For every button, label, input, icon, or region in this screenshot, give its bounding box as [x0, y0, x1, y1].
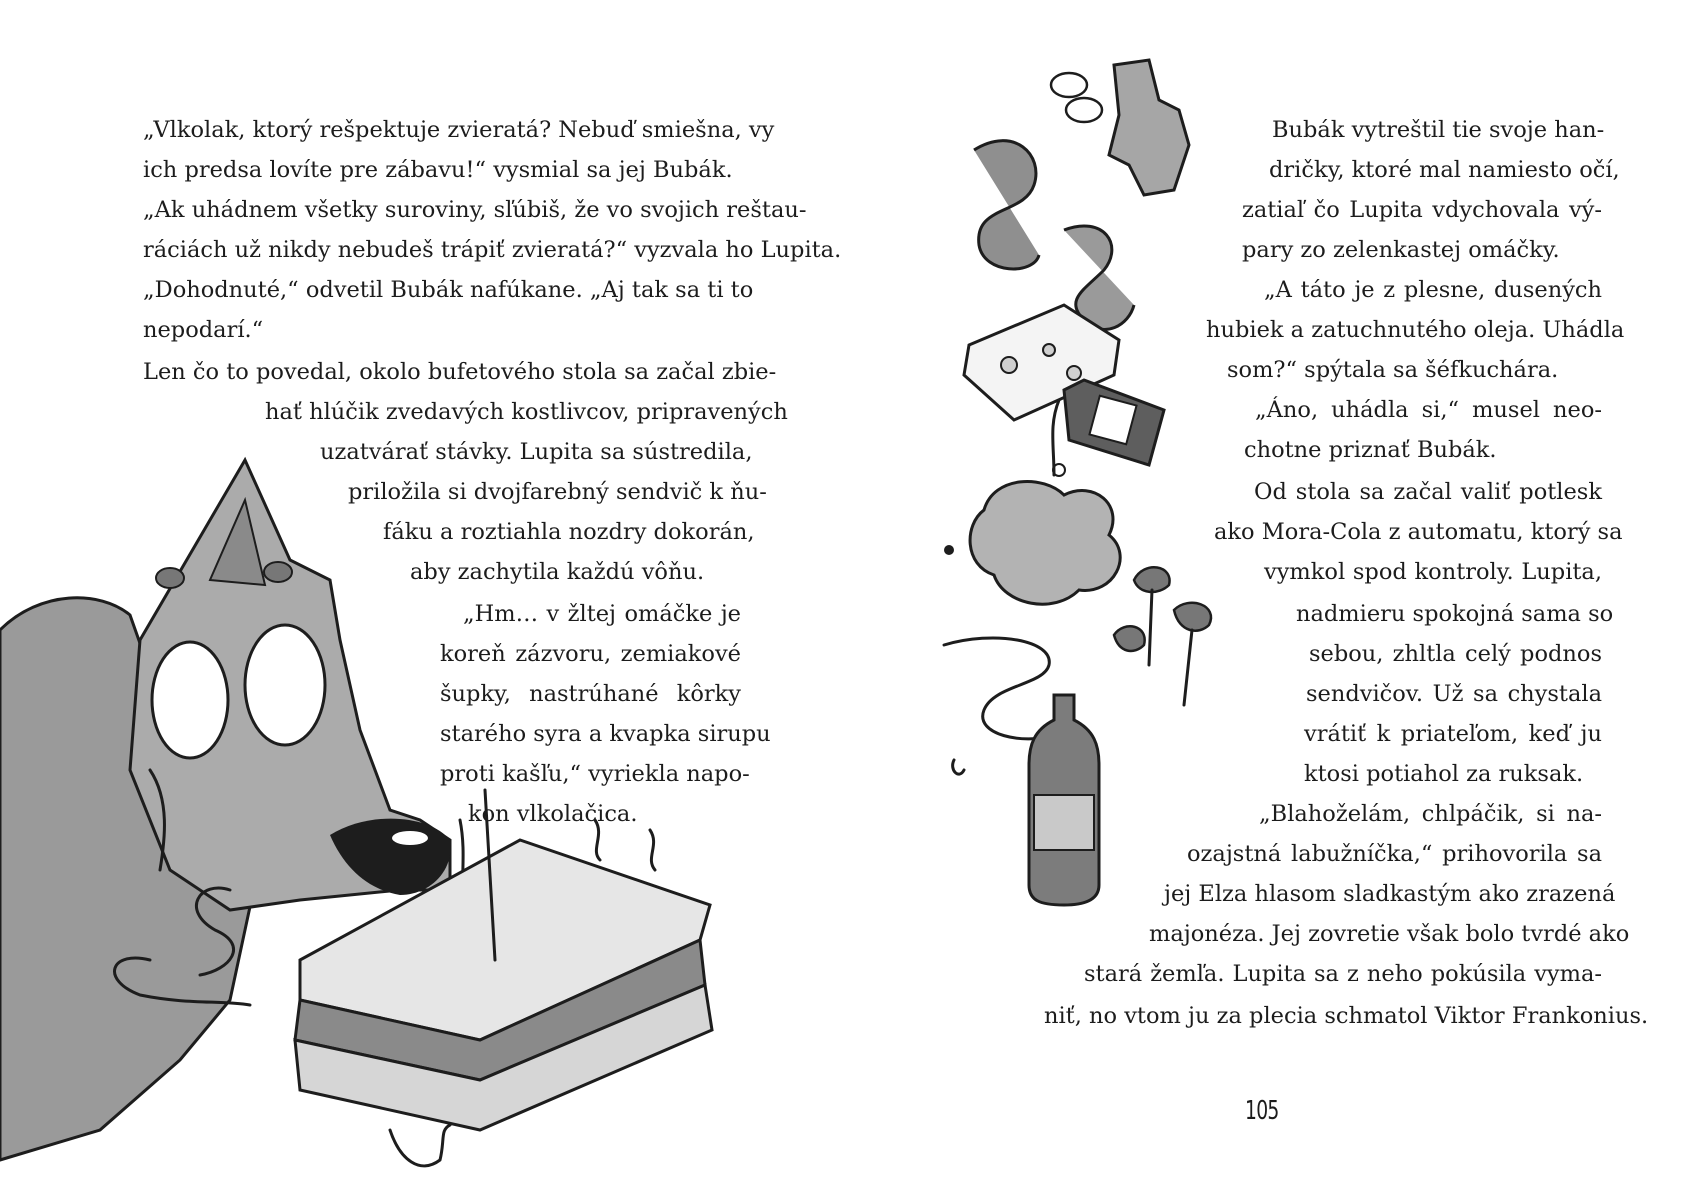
text-line: „Ak uhádnem všetky suroviny, sľúbiš, že vo svojich reštau-: [143, 197, 807, 223]
text-line: šupky, nastrúhané kôrky: [440, 681, 741, 707]
text-line: hubiek a zatuchnutého oleja. Uhádla: [1206, 317, 1625, 343]
text-line: majonéza. Jej zovretie však bolo tvrdé ako: [1149, 921, 1630, 947]
text-line: kon vlkolačica.: [468, 801, 638, 827]
text-line: Len čo to povedal, okolo bufetového stola sa začal zbie-: [143, 359, 777, 385]
text-line: priložila si dvojfarebný sendvič k ňu-: [348, 479, 767, 505]
text-line: zatiaľ čo Lupita vdychovala vý-: [1242, 197, 1602, 223]
text-line: starého syra a kvapka sirupu: [440, 721, 771, 747]
text-line: vrátiť k priateľom, keď ju: [1304, 721, 1602, 747]
text-line: „A táto je z plesne, dusených: [1264, 277, 1602, 303]
text-line: hať hlúčik zvedavých kostlivcov, pripravených: [265, 399, 788, 425]
text-line: Bubák vytreštil tie svoje han-: [1272, 117, 1605, 143]
text-line: sendvičov. Už sa chystala: [1306, 681, 1602, 707]
text-line: ktosi potiahol za ruksak.: [1304, 761, 1584, 787]
text-line: jej Elza hlasom sladkastým ako zrazená: [1164, 881, 1616, 907]
text-line: dričky, ktoré mal namiesto očí,: [1269, 157, 1620, 183]
text-line: nepodarí.“: [143, 317, 264, 343]
text-line: stará žemľa. Lupita sa z neho pokúsila vyma-: [1084, 961, 1602, 987]
text-line: proti kašľu,“ vyriekla napo-: [440, 761, 750, 787]
text-line: ráciách už nikdy nebudeš trápiť zvieratá?“ vyzvala ho Lupita.: [143, 237, 842, 263]
text-line: „Áno, uhádla si,“ musel neo-: [1255, 397, 1602, 423]
text-line: nadmieru spokojná sama so: [1296, 601, 1614, 627]
text-line: ozajstná labužníčka,“ prihovorila sa: [1187, 841, 1602, 867]
text-line: sebou, zhltla celý podnos: [1309, 641, 1602, 667]
text-line: niť, no vtom ju za plecia schmatol Viktor Frankonius.: [1044, 1003, 1649, 1029]
text-line: vymkol spod kontroly. Lupita,: [1264, 559, 1602, 585]
text-line: „Blahoželám, chlpáčik, si na-: [1259, 801, 1602, 827]
text-line: ako Mora-Cola z automatu, ktorý sa: [1214, 519, 1623, 545]
ingredients-illustration: [934, 55, 1224, 915]
text-line: chotne priznať Bubák.: [1244, 437, 1497, 463]
text-line: som?“ spýtala sa šéfkuchára.: [1227, 357, 1559, 383]
text-line: „Hm… v žltej omáčke je: [463, 601, 741, 627]
text-line: „Dohodnuté,“ odvetil Bubák nafúkane. „Aj tak sa ti to: [143, 277, 754, 303]
page-number: 105: [1245, 1096, 1279, 1126]
text-line: aby zachytila každú vôňu.: [410, 559, 705, 585]
text-line: uzatvárať stávky. Lupita sa sústredila,: [320, 439, 753, 465]
text-line: „Vlkolak, ktorý rešpektuje zvieratá? Nebuď smiešna, vy: [143, 117, 775, 143]
text-line: pary zo zelenkastej omáčky.: [1242, 237, 1560, 263]
text-line: ich predsa lovíte pre zábavu!“ vysmial sa jej Bubák.: [143, 157, 733, 183]
right-page: [844, 0, 1688, 1181]
text-line: Od stola sa začal valiť potlesk: [1254, 479, 1602, 505]
text-line: fáku a roztiahla nozdry dokorán,: [383, 519, 755, 545]
text-line: koreň zázvoru, zemiakové: [440, 641, 741, 667]
